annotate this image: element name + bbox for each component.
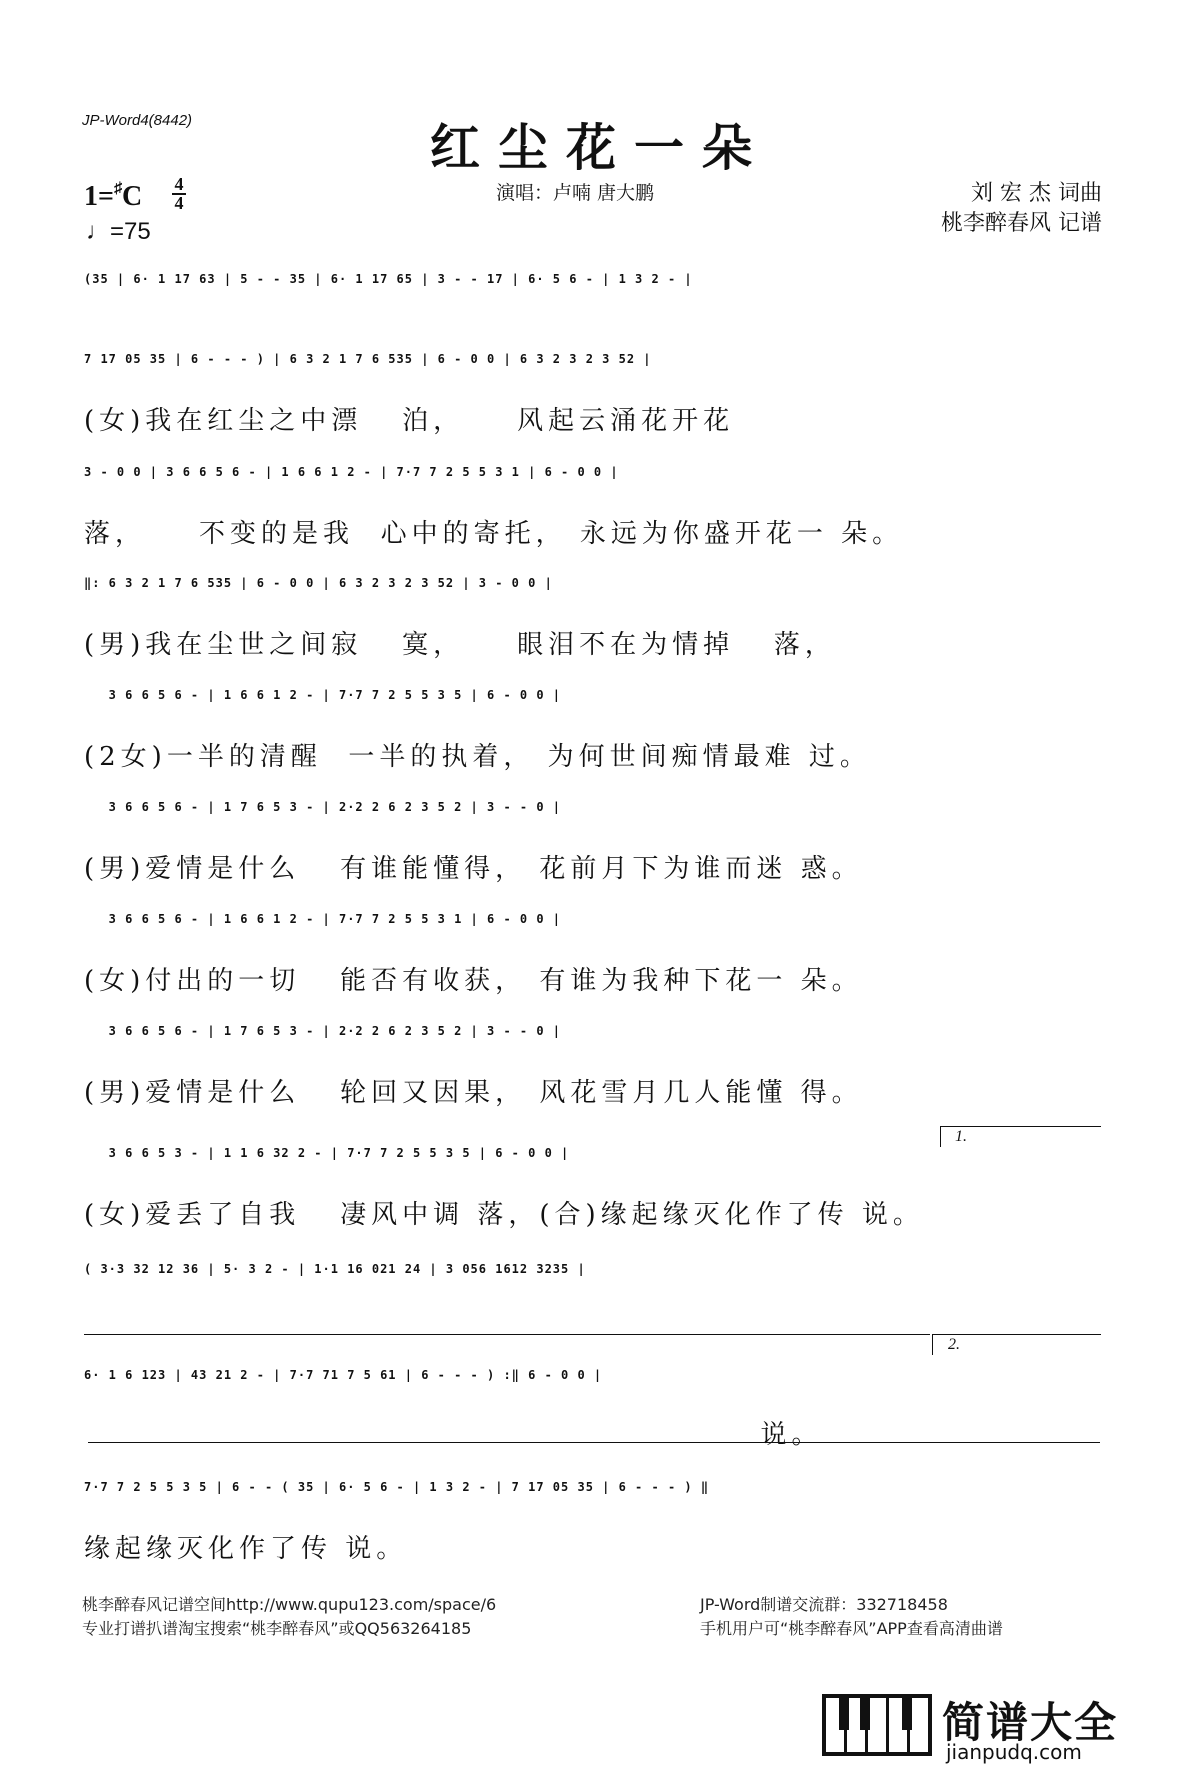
tempo-marking: ♩=75: [86, 218, 151, 245]
final-system-line: [88, 1442, 1100, 1443]
volta-number-1: 1.: [955, 1128, 967, 1145]
footer-left-line2: 专业打谱扒谱淘宝搜索“桃李醉春风”或QQ563264185: [82, 1619, 472, 1638]
footer-right-line1: JP-Word制谱交流群：332718458: [700, 1595, 948, 1614]
score-notes-row: 3 6 6 5 6 - | 1 7 6 5 3 - | 2·2 2 6 2 3 5 2 | 3 - - 0 |: [84, 1024, 562, 1038]
key-letter: C: [121, 181, 143, 212]
footer-left-line1: 桃李醉春风记谱空间http://www.qupu123.com/space/6: [82, 1595, 497, 1614]
score-lyric-row: (女)爱丢了自我 凄风中调 落，(合)缘起缘灭化作了传 说。: [84, 1200, 924, 1230]
volta-number-2: 2.: [948, 1336, 960, 1353]
singer-credit: 演唱：卢喃 唐大鹏: [496, 182, 655, 204]
score-notes-row: 7 17 05 35 | 6 - - - ) | 6 3 2 1 7 6 535 | 6 - 0 0 | 6 3 2 3 2 3 52 |: [84, 352, 652, 366]
system-bracket-line: [84, 1334, 930, 1335]
logo-url: jianpudq.com: [946, 1740, 1082, 1764]
score-lyric-row: (男)爱情是什么 轮回又因果， 风花雪月几人能懂 得。: [84, 1078, 863, 1108]
software-version: JP-Word4(8442): [82, 112, 193, 129]
score-lyric-row: (男)爱情是什么 有谁能懂得， 花前月下为谁而迷 惑。: [84, 854, 863, 884]
score-lyric-row: (男)我在尘世之间寂 寞， 眼泪不在为情掉 落，: [84, 630, 836, 660]
meter-bottom: 4: [174, 193, 184, 213]
score-lyric-row: (2女)一半的清醒 一半的执着， 为何世间痴情最难 过。: [84, 742, 871, 772]
score-notes-row: 3 - 0 0 | 3 6 6 5 6 - | 1 6 6 1 2 - | 7·7 7 2 5 5 3 1 | 6 - 0 0 |: [84, 465, 619, 479]
score-notes-row: 3 6 6 5 6 - | 1 6 6 1 2 - | 7·7 7 2 5 5 3 1 | 6 - 0 0 |: [84, 912, 562, 926]
piano-keys-icon: [822, 1694, 932, 1756]
score-lyric-row: (女)付出的一切 能否有收获， 有谁为我种下花一 朵。: [84, 966, 863, 996]
score-lyric-row: (女)我在红尘之中漂 泊， 风起云涌花开花: [84, 406, 735, 436]
footer-right-line2: 手机用户可“桃李醉春风”APP查看高清曲谱: [700, 1619, 1003, 1638]
score-lyric-row: 说。: [84, 1420, 823, 1450]
song-title: 红尘花一朵: [430, 118, 770, 177]
key-prefix: 1=: [84, 181, 114, 212]
sharp-sign: ♯: [113, 180, 122, 197]
score-notes-row: 7·7 7 2 5 5 3 5 | 6 - - ( 35 | 6· 5 6 - | 1 3 2 - | 7 17 05 35 | 6 - - - ) ‖: [84, 1480, 710, 1494]
score-notes-row: ‖: 6 3 2 1 7 6 535 | 6 - 0 0 | 6 3 2 3 2 3 52 | 3 - 0 0 |: [84, 576, 553, 590]
score-notes-row: 3 6 6 5 6 - | 1 6 6 1 2 - | 7·7 7 2 5 5 3 5 | 6 - 0 0 |: [84, 688, 562, 702]
score-notes-row: 6· 1 6 123 | 43 21 2 - | 7·7 71 7 5 61 | 6 - - - ) :‖ 6 - 0 0 |: [84, 1368, 603, 1382]
logo-text: 简谱大全: [942, 1698, 1119, 1747]
time-signature: [172, 176, 186, 212]
transcriber-credit: 桃李醉春风 记谱: [941, 211, 1102, 236]
score-notes-row: (35 | 6· 1 17 63 | 5 - - 35 | 6· 1 17 65 | 3 - - 17 | 6· 5 6 - | 1 3 2 - |: [84, 272, 693, 286]
meter-top: 4: [174, 174, 184, 194]
score-notes-row: 3 6 6 5 3 - | 1 1 6 32 2 - | 7·7 7 2 5 5 3 5 | 6 - 0 0 |: [84, 1146, 570, 1160]
score-lyric-row: 缘起缘灭化作了传 说。: [84, 1534, 408, 1564]
score-lyric-row: 落， 不变的是我 心中的寄托， 永远为你盛开花一 朵。: [84, 519, 904, 549]
site-logo: [822, 1694, 1182, 1764]
composer-credit: 刘 宏 杰 词曲: [971, 181, 1102, 206]
score-notes-row: 3 6 6 5 6 - | 1 7 6 5 3 - | 2·2 2 6 2 3 5 2 | 3 - - 0 |: [84, 800, 562, 814]
key-signature: [84, 180, 142, 213]
score-notes-row: ( 3·3 32 12 36 | 5· 3 2 - | 1·1 16 021 24 | 3 056 1612 3235 |: [84, 1262, 586, 1276]
